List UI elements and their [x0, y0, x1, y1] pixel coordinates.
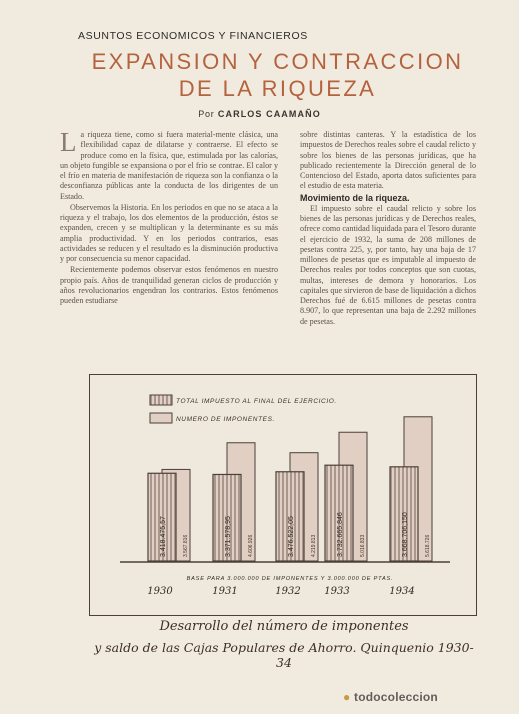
- right-paragraph-1: sobre distintas canteras. Y la estadística de los impuestos de Derechos reales sobre el caudal relicto y sobre los bienes de las personas jurídicas, que ha publicado recientemente la Dirección general de lo Contencioso del Estado, aporta datos suficientes para el estudio de esta materia.: [300, 130, 476, 191]
- section-subhead: Movimiento de la riqueza.: [300, 192, 410, 203]
- legend-label-1: TOTAL IMPUESTO AL FINAL DEL EJERCICIO.: [176, 398, 337, 405]
- right-paragraph-2: El impuesto sobre el caudal relicto y sobre los bienes de las personas jurídicas y de Derechos reales, ofrece como cantidad liquidada para el Tesoro durante el ejercicio de 1932, la suma de 208 millones de pesetas contra 225, y, por tanto, hay una baja de 17 millones de pesetas que es imputable al impuesto de Derechos reales por todos conceptos que son cuotas, multas, intereses de demora y honorarios. Los capitales que sirvieron de base de liquidación a dichos Derechos fué de 6.615 millones de pesetas contra 8.907, lo que representan una baja de 2.292 millones de pesetas.: [300, 203, 476, 326]
- year-label-1931: 1931: [212, 586, 238, 597]
- legend-swatch-2: [150, 413, 172, 423]
- byline-prefix: Por: [198, 109, 215, 119]
- left-paragraph-1: [60, 127, 278, 202]
- label-imponentes-1931: 4.606.926: [248, 534, 254, 557]
- left-paragraph-1-text: a riqueza tiene, como si fuera material-mente clásica, una flexibilidad capaz de dilatarse y contraerse. El efecto se produce como en la física, que, estimulada por las calorías, un objeto fungible se expansiona o por el frío se contrae. El calor y el frío en materia de manifestación de riqueza son la confianza o la desconfianza públicas ante la conducta de los dirigentes de un Estado.: [60, 130, 278, 201]
- label-impuesto-1932: 3.476.522,05: [288, 516, 295, 557]
- right-text-column: [300, 130, 476, 328]
- label-imponentes-1930: 3.567.816: [183, 534, 189, 557]
- watermark-logo: [343, 690, 438, 704]
- label-impuesto-1933: 3.732.665,846: [337, 512, 344, 557]
- byline: [0, 109, 519, 119]
- label-impuesto-1931: 3.371.578,95: [225, 516, 232, 557]
- year-label-1930: 1930: [147, 586, 173, 597]
- label-impuesto-1934: 3.668.706,150: [402, 512, 409, 557]
- chart-frame: [89, 374, 477, 616]
- legend-swatch-1: [150, 395, 172, 405]
- bar-chart: [90, 375, 476, 615]
- left-text-column: [60, 127, 278, 307]
- year-label-1933: 1933: [324, 586, 350, 597]
- drop-cap: L: [60, 127, 77, 157]
- byline-author: CARLOS CAAMAÑO: [217, 109, 321, 119]
- chart-caption-line2: y saldo de las Cajas Populares de Ahorro. Quinquenio 1930-34: [94, 640, 474, 670]
- label-imponentes-1932: 4.219.813: [311, 534, 317, 557]
- section-kicker: ASUNTOS ECONOMICOS Y FINANCIEROS: [78, 30, 308, 42]
- year-label-1932: 1932: [275, 586, 301, 597]
- left-paragraph-3: Recientemente podemos observar estos fenómenos en nuestro propio país. Años de tranquilidad generan ciclos de producción y años revolucionarios engendran los contrarios. Estos fenómenos pueden estudiarse: [60, 265, 278, 305]
- label-imponentes-1933: 5.016.833: [360, 534, 366, 557]
- watermark-dot: ●: [343, 690, 351, 704]
- watermark-text: todocoleccion: [354, 690, 438, 704]
- article-title-line2: DE LA RIQUEZA: [178, 76, 377, 101]
- left-paragraph-2: Observemos la Historia. En los periodos en que no se ataca a la riqueza y el trabajo, los dos elementos de la producción, éstos se expanden, crecen y se multiplican y la determinante es su más amplia productividad. Y en los periodos contrarios, esas actividades se reducen y el resultado es la disminución productiva y por consecuencia su menor capacidad.: [60, 202, 278, 263]
- year-label-1934: 1934: [389, 586, 415, 597]
- label-impuesto-1930: 3.418.475,57: [160, 516, 167, 557]
- chart-base-note: BASE PARA 3.000.000 DE IMPONENTES Y 3.000.000 DE PTAS.: [186, 576, 394, 582]
- legend-label-2: NUMERO DE IMPONENTES.: [176, 416, 275, 423]
- label-imponentes-1934: 5.618.726: [425, 534, 431, 557]
- article-title-line1: EXPANSION Y CONTRACCION: [91, 49, 464, 74]
- chart-caption-line1: Desarrollo del número de imponentes: [159, 619, 409, 634]
